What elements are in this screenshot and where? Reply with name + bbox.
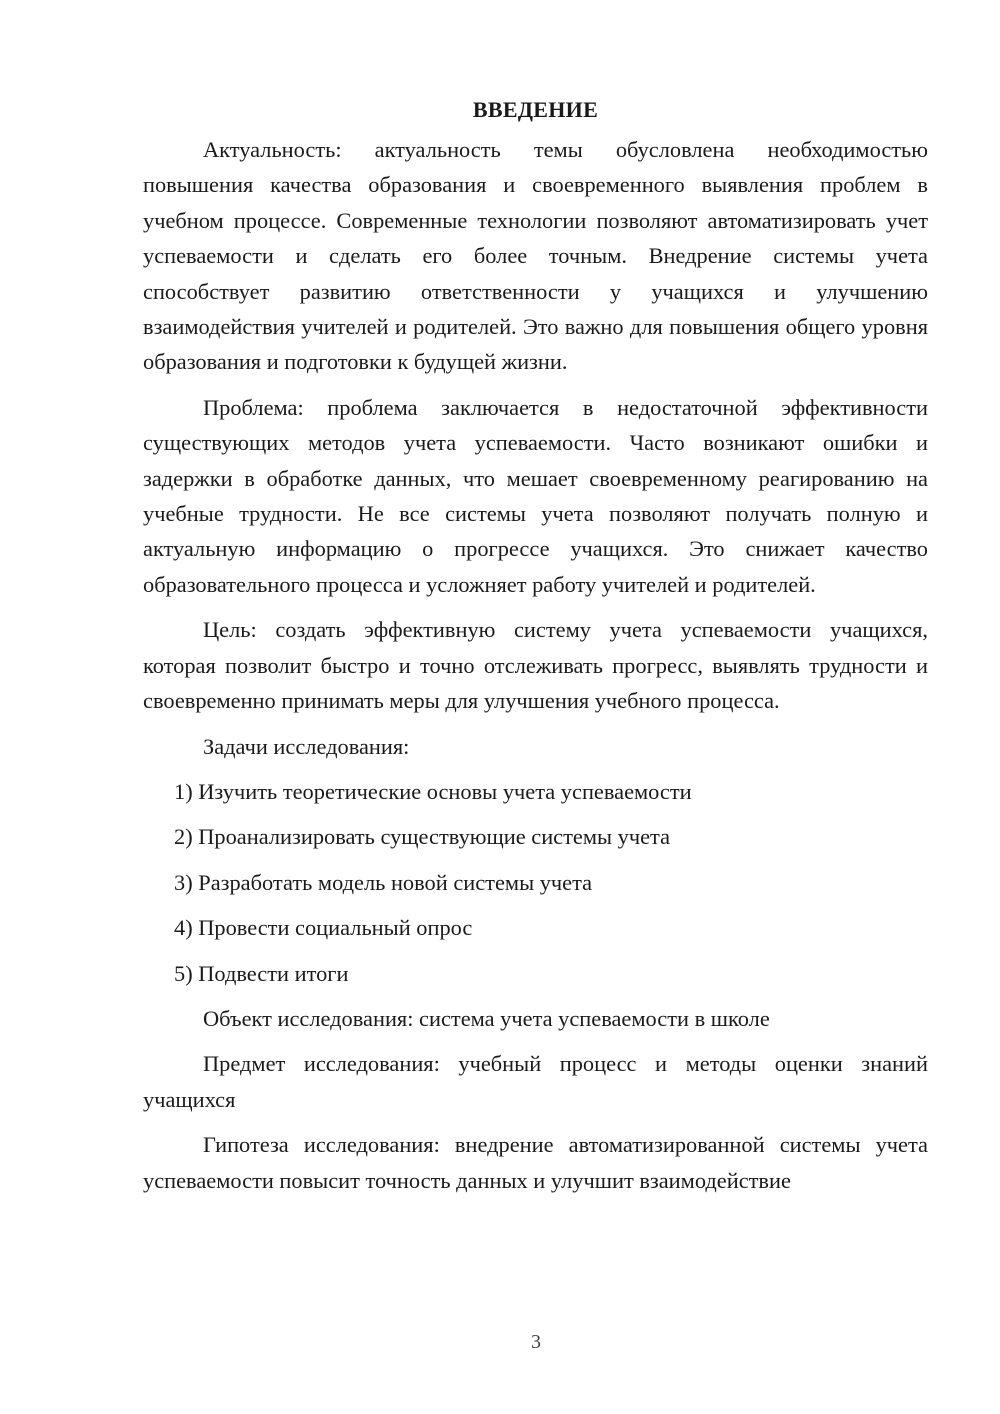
- task-item: 1) Изучить теоретические основы учета успеваемости: [174, 778, 692, 804]
- task-item: 4) Провести социальный опрос: [174, 915, 473, 941]
- paragraph-hypothesis: Гипотеза исследования: внедрение автоматизированной системы учета успеваемости повысит точность данных и улучшит взаимодействие: [143, 1132, 928, 1193]
- tasks-list: [143, 774, 928, 991]
- task-item: 2) Проанализировать существующие системы учета: [174, 824, 671, 850]
- paragraph-problem: Проблема: проблема заключается в недостаточной эффективности существующих методов учета успеваемости. Часто возникают ошибки и задержки в обработке данных, что мешает своевременному реагированию на учебные трудности. Не все системы учета позволяют получать полную и актуальную информацию о прогрессе учащихся. Это снижает качество образовательного процесса и усложняет работу учителей и родителей.: [143, 394, 928, 597]
- task-item: 5) Подвести итоги: [174, 960, 349, 986]
- task-item: 3) Разработать модель новой системы учета: [174, 869, 593, 895]
- paragraph-goal: Цель: создать эффективную систему учета успеваемости учащихся, которая позволит быстро и точно отслеживать прогресс, выявлять трудности и своевременно принимать меры для улучшения учебного процесса.: [143, 617, 928, 714]
- page-number: 3: [531, 1331, 541, 1353]
- tasks-heading: Задачи исследования:: [203, 733, 410, 759]
- section-title: ВВЕДЕНИЕ: [472, 97, 599, 122]
- page-content: [143, 92, 928, 1208]
- paragraph-relevance: Актуальность: актуальность темы обусловлена необходимостью повышения качества образования и своевременного выявления проблем в учебном процессе. Современные технологии позволяют автоматизировать учет успеваемости и сделать его более точным. Внедрение системы учета способствует развитию ответственности у учащихся и улучшению взаимодействия учителей и родителей. Это важно для повышения общего уровня образования и подготовки к будущей жизни.: [143, 137, 928, 375]
- paragraph-object: Объект исследования: система учета успеваемости в школе: [203, 1005, 770, 1031]
- paragraph-subject: Предмет исследования: учебный процесс и методы оценки знаний учащихся: [143, 1051, 928, 1112]
